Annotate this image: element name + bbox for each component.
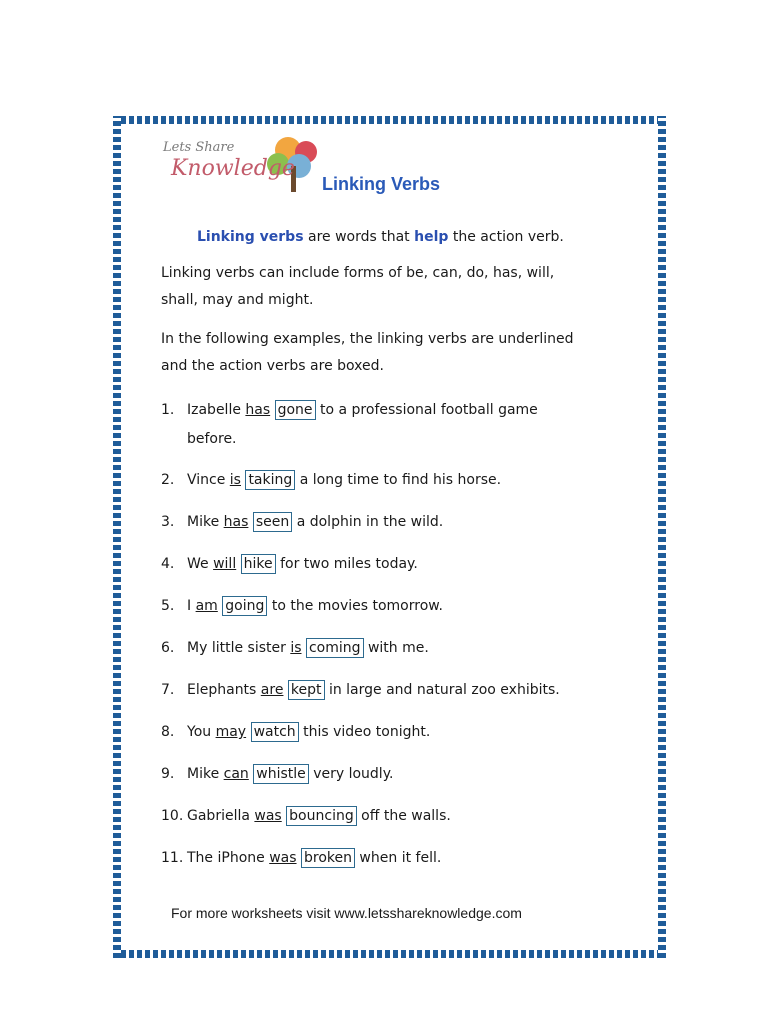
logo-text-bottom: Knowledge (171, 156, 295, 181)
linking-verb: are (260, 682, 284, 698)
action-verb: watch (251, 722, 299, 742)
linking-verb: was (254, 808, 282, 824)
item-number: 2. (161, 472, 175, 488)
action-verb: going (222, 596, 267, 616)
list-item (161, 842, 641, 884)
item-number: 5. (161, 598, 175, 614)
list-item (161, 464, 641, 506)
worksheet-page (121, 124, 658, 950)
item-text: My little sister (187, 640, 291, 656)
instructions-paragraph (161, 326, 631, 380)
list-item (161, 632, 641, 674)
definition (197, 229, 564, 245)
item-number: 9. (161, 766, 175, 782)
action-verb: hike (241, 554, 276, 574)
border-left (113, 116, 121, 958)
logo (163, 130, 333, 200)
item-text: Mike (187, 766, 224, 782)
spacer (246, 724, 250, 740)
intro-line-2: shall, may and might. (161, 292, 314, 308)
item-text-end: a long time to find his horse. (295, 472, 502, 488)
item-number: 1. (161, 402, 175, 418)
linking-verb: will (213, 556, 237, 572)
action-verb: bouncing (286, 806, 357, 826)
linking-verb: is (229, 472, 241, 488)
linking-verb: was (269, 850, 297, 866)
action-verb: whistle (253, 764, 309, 784)
item-text-end: a dolphin in the wild. (292, 514, 444, 530)
intro-paragraph (161, 260, 631, 314)
footer: For more worksheets visit www.letsshareknowledge.com (171, 905, 522, 921)
linking-verb: am (195, 598, 218, 614)
item-text: You (187, 724, 216, 740)
item-text: I (187, 598, 196, 614)
border-bottom (113, 950, 666, 958)
item-text-end: very loudly. (308, 766, 394, 782)
action-verb: gone (275, 400, 316, 420)
definition-text-1: are words that (303, 229, 415, 245)
item-text: We (187, 556, 214, 572)
list-item (161, 506, 641, 548)
list-item (161, 758, 641, 800)
definition-keyword: help (414, 229, 449, 245)
item-text-end: to a professional football game (315, 402, 538, 418)
item-number: 8. (161, 724, 175, 740)
item-text: Vince (187, 472, 230, 488)
page-title: Linking Verbs (322, 174, 441, 194)
linking-verb: has (223, 514, 249, 530)
item-number: 3. (161, 514, 175, 530)
list-item (161, 716, 641, 758)
item-text: Gabriella (187, 808, 255, 824)
action-verb: taking (245, 470, 295, 490)
linking-verb: may (215, 724, 247, 740)
instructions-line-1: In the following examples, the linking verbs are underlined (161, 331, 574, 347)
item-text: Mike (187, 514, 224, 530)
item-number: 4. (161, 556, 175, 572)
item-text: Izabelle (187, 402, 246, 418)
list-item (161, 800, 641, 842)
item-text-end: off the walls. (356, 808, 451, 824)
item-number: 11. (161, 850, 184, 866)
definition-term: Linking verbs (197, 229, 304, 245)
border-top (113, 116, 666, 124)
border-right (658, 116, 666, 958)
intro-line-1: Linking verbs can include forms of be, can, do, has, will, (161, 265, 555, 281)
item-text: The iPhone (187, 850, 270, 866)
list-item (161, 394, 641, 464)
spacer (236, 556, 240, 572)
item-number: 6. (161, 640, 175, 656)
list-item (161, 590, 641, 632)
item-text-end: this video tonight. (298, 724, 431, 740)
linking-verb: is (290, 640, 302, 656)
item-text-continued: before. (187, 431, 237, 447)
item-text-end: with me. (363, 640, 429, 656)
item-text-end: in large and natural zoo exhibits. (324, 682, 560, 698)
action-verb: broken (301, 848, 355, 868)
item-number: 7. (161, 682, 175, 698)
item-text-end: for two miles today. (275, 556, 418, 572)
definition-text-2: the action verb. (448, 229, 564, 245)
action-verb: coming (306, 638, 364, 658)
linking-verb: has (245, 402, 271, 418)
spacer (270, 402, 274, 418)
logo-text-top: Lets Share (163, 140, 235, 155)
action-verb: kept (288, 680, 325, 700)
item-text-end: when it fell. (354, 850, 442, 866)
linking-verb: can (223, 766, 249, 782)
instructions-line-2: and the action verbs are boxed. (161, 358, 384, 374)
item-number: 10. (161, 808, 184, 824)
item-text: Elephants (187, 682, 261, 698)
action-verb: seen (253, 512, 292, 532)
item-text-end: to the movies tomorrow. (267, 598, 443, 614)
list-item (161, 548, 641, 590)
list-item (161, 674, 641, 716)
examples-list (161, 394, 641, 884)
